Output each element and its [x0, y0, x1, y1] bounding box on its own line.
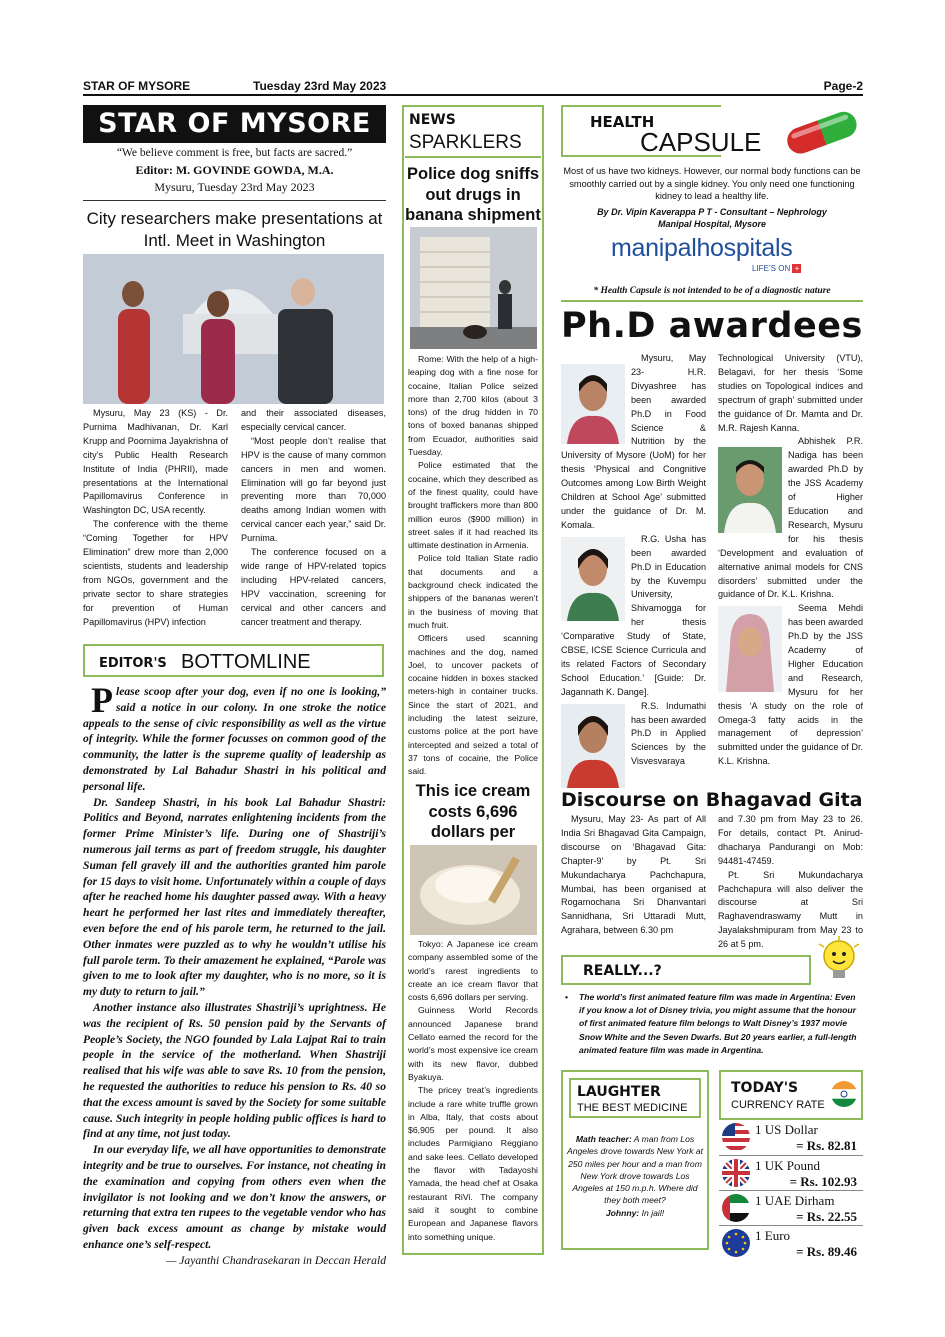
health-text: Most of us have two kidneys. However, our normal body functions can be smoothly carried out by a single kidney. You only need one functioning kidney to lead a healthy life.	[563, 166, 861, 201]
us-flag-icon	[721, 1122, 751, 1152]
uae-flag-icon	[721, 1193, 751, 1223]
currency-row-eur	[719, 1226, 863, 1261]
seema-photo	[718, 606, 782, 692]
currency-row-usd	[719, 1120, 863, 1156]
currency-name: 1 US Dollar	[755, 1122, 818, 1137]
drop-cap: P	[91, 680, 113, 720]
lead-column-1	[83, 407, 228, 630]
currency-rate: = Rs. 22.55	[796, 1209, 857, 1224]
health-label: CAPSULE	[640, 127, 762, 157]
gita-right-column	[718, 813, 863, 952]
divider	[561, 300, 863, 302]
story1-paragraph: Police estimated that the cocaine, which they described as of the finest quality, could have brought traffickers more than 800 million euros ($900 million) in street sales if it had reached its ultimate destination in Armenia.	[408, 460, 538, 551]
phd-right-column	[718, 352, 863, 769]
person-photo	[561, 704, 625, 788]
health-label-box	[561, 105, 762, 157]
container-bananas-illustration	[410, 227, 537, 349]
really-text	[565, 991, 863, 1057]
currency-name: 1 Euro	[755, 1228, 791, 1243]
capsule-icon	[780, 108, 862, 158]
story1-headline: Police dog sniffs out drugs in banana shipment	[405, 165, 541, 224]
currency-row-gbp	[719, 1156, 863, 1191]
currency-row-aed	[719, 1191, 863, 1226]
phd-paragraph: Abhishek P.R. Nadiga has been awarded Ph.D by the JSS Academy of Higher Education and Research, Mysuru for his thesis ‘Development and evaluation of alternative animal models for CNS disorders’ submitted under the guidance of Dr. K.L. Krishna.	[718, 436, 863, 600]
story1-photo	[410, 227, 537, 349]
story2-paragraph: Tokyo: A Japanese ice cream company assembled some of the world’s rarest ingredients to create an ice cream flavor that costs 6,696 dollars per serving.	[408, 939, 538, 1003]
editorial-paragraph: Another instance also illustrates Shastriji’s uprightness. He was the recipient of Rs. 50 pension paid by the Servants of People’s Society, the NGO founded by Lala Lajpat Rai to train people in the service of the motherland. When Shastriji realised that his wife was able to save Rs. 10 from the pension, he requested the authorities to reduce his pension to Rs. 40 so that the excess amount is saved by the Society for some suitable cause. Such integrity in people holding public offices is hard to find at any time, not just today.	[83, 1000, 386, 1141]
editorial-paragraph: Dr. Sandeep Shastri, in his book Lal Bahadur Shastri: Politics and Beyond, narrates enlightening incidents from the former Prime Minister’s life. During one of Shastriji’s numerous jail terms as part of freedom struggle, his daughter Suman fell gravely ill and the authorities granted him parole for 15 days to visit home. Unfortunately within a couple of days after he reached home his daughter passed away. With a heavy heart he performed her last rites and immediately thereafter, even before the end of his parole term, he returned to the jail. Other inmates were puzzled as to why he wouldn’t utilise his full parole term. To their amazement he explained, “Parole was given to me to look after my daughter, who is no more, so it is my duty to return to jail.”	[83, 795, 386, 999]
really-text-content: The world’s first animated feature film was made in Argentina: Even if you know a lot of Disney trivia, you might assume that the honour of first animated feature film belongs to Walt Disney’s 1937 movie Snow White and the Seven Dwarfs. But 20 years earlier, a full-length animated feature film was made in Argentina.	[579, 992, 857, 1055]
story1-paragraph: Rome: With the help of a high-leaping dog with a fine nose for cocaine, Italian Police seized more than 2,700 kilos (about 3 tons) of the drug hidden in 70 tons of boxed bananas shipped from Ecuador, authorities said Tuesday.	[408, 354, 538, 458]
manipal-tagline	[752, 264, 801, 273]
editorial-paragraph: In our everyday life, we all have opportunities to demonstrate integrity and be true to ourselves. For instance, not cheating in the examination and copying from others even when the invigilator is not looking and we don’t know the answers, or returning that extra ten rupees to the vegetable vendor who has given back excess amount as change by mistake would enhance one’s self-respect.	[83, 1143, 386, 1251]
manipal-tagline-text: LIFE’S ON	[752, 264, 791, 273]
bullet-icon: •	[565, 992, 569, 1002]
editorial-label-bold: EDITOR'S	[99, 656, 167, 671]
plus-icon: +	[792, 264, 801, 273]
phd-paragraph: Technological University (VTU), Belagavi, for her thesis ‘Some studies on Topological indices and spectrum of graph’ submitted under the guidance of Dr. Mamta and Dr. M.R. Rajesh Kanna.	[718, 353, 863, 433]
news-label-bold: NEWS	[409, 112, 456, 128]
lead-photo	[83, 254, 384, 404]
joke-question: A man from Los Angeles drove towards New York at 250 miles per hour and a man from New York drove towards Los Angeles at 150 m.p.h. Where did they both meet?	[567, 1134, 703, 1206]
gita-paragraph: and 7.30 pm from May 23 to 26. For details, contact Pt. Anirud-dhacharya Pandurangi on Mob: 94481-47459.	[718, 814, 863, 866]
currency-rate: = Rs. 102.93	[789, 1174, 857, 1189]
usha-photo	[561, 537, 625, 621]
lead-headline: City researchers make presentations at Intl. Meet in Washington	[86, 209, 383, 250]
header-date: Tuesday 23rd May 2023	[253, 79, 387, 93]
manipal-logo: manipalhospitals	[611, 234, 793, 262]
story2-body	[408, 938, 538, 1244]
story2-paragraph: Guinness World Records announced Japanese brand Cellato earned the record for the world’s most expensive ice cream with its new flavor, dubbed Byakuya.	[408, 1005, 538, 1082]
person-photo	[561, 537, 625, 621]
masthead-editor: Editor: M. GOVINDE GOWDA, M.A.	[135, 163, 334, 177]
nadiga-photo	[718, 447, 782, 533]
masthead-dateline: Mysuru, Tuesday 23rd May 2023	[154, 180, 315, 194]
health-label-bold: HEALTH	[590, 113, 655, 131]
masthead-title: STAR OF MYSORE	[83, 105, 386, 143]
header-page-number: Page-2	[823, 79, 863, 93]
editorial-paragraph-text: lease scoop after your dog, even if no one is looking,” said a notice in our colony. In one stroke the notice appeals to the sense of civic responsibility as well as the virtue of integrity. While the former focusses on common good of the community, the latter is the supreme quality of leadership as demonstrated by Lal Bahadur Shastri in his political and personal life.	[83, 685, 386, 793]
story1-body	[408, 353, 538, 779]
editorial-paragraph	[83, 680, 386, 795]
news-label-box	[405, 108, 541, 158]
story2-paragraph: The pricey treat’s ingredients include a rare white truffle grown in Alba, Italy, that costs about $6,905 per pound. It also includes Parmigiano Reggiano and sake lees. Cellato developed the flavor with Tadayoshi Yamada, the head chef at Osaka restaurant RiVi. The company said it sought to combine European and Japanese flavors into something unique.	[408, 1085, 538, 1242]
story1-paragraph: Officers used scanning machines and the dog, named Joel, to uncover packets of cocaine hidden in boxes stacked meters-high in container trucks. Since the start of 2021, and including the latest seizure, customs police at the port have intercepted and seized a total of 37 tons of cocaine, the Police said.	[408, 633, 538, 777]
india-flag-icon	[830, 1080, 858, 1108]
joke-answer: In jail!	[639, 1207, 665, 1218]
uk-flag-icon	[721, 1158, 751, 1188]
gita-left-column	[561, 813, 706, 938]
phd-paragraph: R.G. Usha has been awarded Ph.D in Education by the Kuvempu University, Shivamogga for her thesis ‘Comparative Study of State, CBSE, ICSE Science Curricula and its related Factors of Secondary School Education.’ [Guide: Dr. Jagannath K. Dange].	[561, 533, 706, 697]
currency-table	[719, 1120, 863, 1261]
story2-photo	[410, 845, 537, 935]
conference-photo-illustration	[83, 254, 384, 404]
person-photo	[718, 606, 782, 692]
header-paper-name: STAR OF MYSORE	[83, 79, 191, 93]
phd-paragraph: Mysuru, May 23- H.R. Divyashree has been awarded Ph.D in Food Science & Nutrition by the University of Mysore (UoM) for her thesis ‘Physical and Congnitive Outcomes among Low Birth Weight Children at School Age’ submitted under the guidance of Dr. M. Komala.	[561, 353, 706, 530]
editorial-body	[83, 680, 386, 1268]
lead-paragraph: and their associated diseases, especially cervical cancer.	[241, 408, 386, 432]
currency-rate: = Rs. 82.81	[796, 1138, 857, 1153]
joke-question-label: Math teacher:	[575, 1134, 632, 1144]
lead-paragraph: The conference focused on a wide range of HPV-related topics including HPV-related cancers, HPV vaccination, screening for cervical and other cancers and cancer treatment and therapy.	[241, 547, 386, 627]
laughter-label: THE BEST MEDICINE	[577, 1102, 688, 1114]
gita-paragraph: Mysuru, May 23- As part of All India Sri Bhagavad Gita Campaign, discourse on ‘Bhagavad Gita: Chapter-9’ by Pt. Sri Mukundacharya Pachchapura, Mumbai, has been organised at Rogamochana Sri Dhanvantari Sannidhana, Sri Uttaradi Mutt, Agrahara, between 6.30 pm	[561, 814, 706, 936]
person-photo	[718, 447, 782, 533]
indumathi-photo	[561, 704, 625, 788]
lead-paragraph: Mysuru, May 23 (KS) - Dr. Purnima Madhivanan, Dr. Karl Krupp and Poornima Jayakrishna of city’s Public Health Research Institute of India (PHRII), made presentations at the International Papillomavirus Conference in Washington DC, USA recently.	[83, 408, 228, 516]
currency-label: CURRENCY RATE	[731, 1099, 825, 1111]
page-header	[83, 78, 863, 96]
currency-name: 1 UK Pound	[755, 1158, 821, 1173]
gita-headline: Discourse on Bhagavad Gita	[561, 789, 863, 811]
editorial-label: BOTTOMLINE	[181, 651, 311, 673]
gita-paragraph: Pt. Sri Mukundacharya Pachchapura will also deliver the discourse at Sri Raghavendraswamy Mutt in Jayalakshmipuram from May 23 to 26 at 5 pm.	[718, 869, 863, 950]
health-hospital: Manipal Hospital, Mysore	[657, 219, 767, 229]
story2-headline: This ice cream costs 6,696 dollars per	[415, 782, 531, 841]
news-label: SPARKLERS	[409, 132, 522, 153]
phd-paragraph: Seema Mehdi has been awarded Ph.D by the JSS Academy of Higher Education and Research, Mysuru for her thesis ‘A study on the role of Omega-3 fatty acids in the management of depression’ submitted under the guidance of Dr. K.L. Krishna.	[718, 603, 863, 767]
really-label-box	[561, 955, 811, 985]
masthead-motto: “We believe comment is free, but facts are sacred.”	[116, 147, 353, 159]
divider	[83, 200, 386, 201]
phd-paragraph: R.S. Indumathi has been awarded Ph.D in Applied Sciences by the Visvesvaraya	[631, 700, 706, 767]
currency-label-bold: TODAY'S	[731, 1080, 799, 1096]
lead-paragraph: “Most people don’t realise that HPV is the cause of many common cancers in men and women. Elimination will go far beyond just preventing more than 70,000 deaths among Indian women with cervical cancer each year,” said Dr. Purnima.	[241, 435, 386, 544]
health-byline: By Dr. Vipin Kaverappa P T - Consultant – Nephrology	[597, 207, 827, 217]
laughter-label-bold: LAUGHTER	[577, 1084, 661, 1100]
story1-paragraph: Police told Italian State radio that documents and a background check indicated the shippers of the bananas weren’t in the business of moving that much fruit.	[408, 553, 538, 630]
ice-cream-illustration	[410, 845, 537, 935]
currency-name: 1 UAE Dirham	[755, 1193, 835, 1208]
health-disclaimer: * Health Capsule is not intended to be of a diagnostic nature	[593, 286, 831, 296]
lead-paragraph: The conference with the theme “Coming Together for HPV Elimination” drew more than 2,000 scientists, students and leadership from NGOs, government and the private sector to share strategies for prevention of Human Papillomavirus (HPV) infection	[83, 519, 228, 627]
lightbulb-icon	[815, 936, 863, 988]
divyashree-photo	[561, 364, 625, 444]
lead-column-2	[241, 407, 386, 630]
currency-rate: = Rs. 89.46	[796, 1244, 857, 1259]
person-photo	[561, 364, 625, 444]
eu-flag-icon	[721, 1228, 751, 1258]
phd-headline: Ph.D awardees	[561, 306, 863, 346]
laughter-label-box	[569, 1078, 701, 1118]
really-label: REALLY...?	[583, 963, 662, 979]
editorial-credit: — Jayanthi Chandrasekaran in Deccan Herald	[166, 1253, 386, 1267]
laughter-joke	[567, 1133, 703, 1219]
phd-left-column	[561, 352, 706, 788]
editorial-label-box	[83, 644, 384, 677]
joke-answer-label: Johnny:	[605, 1207, 640, 1218]
